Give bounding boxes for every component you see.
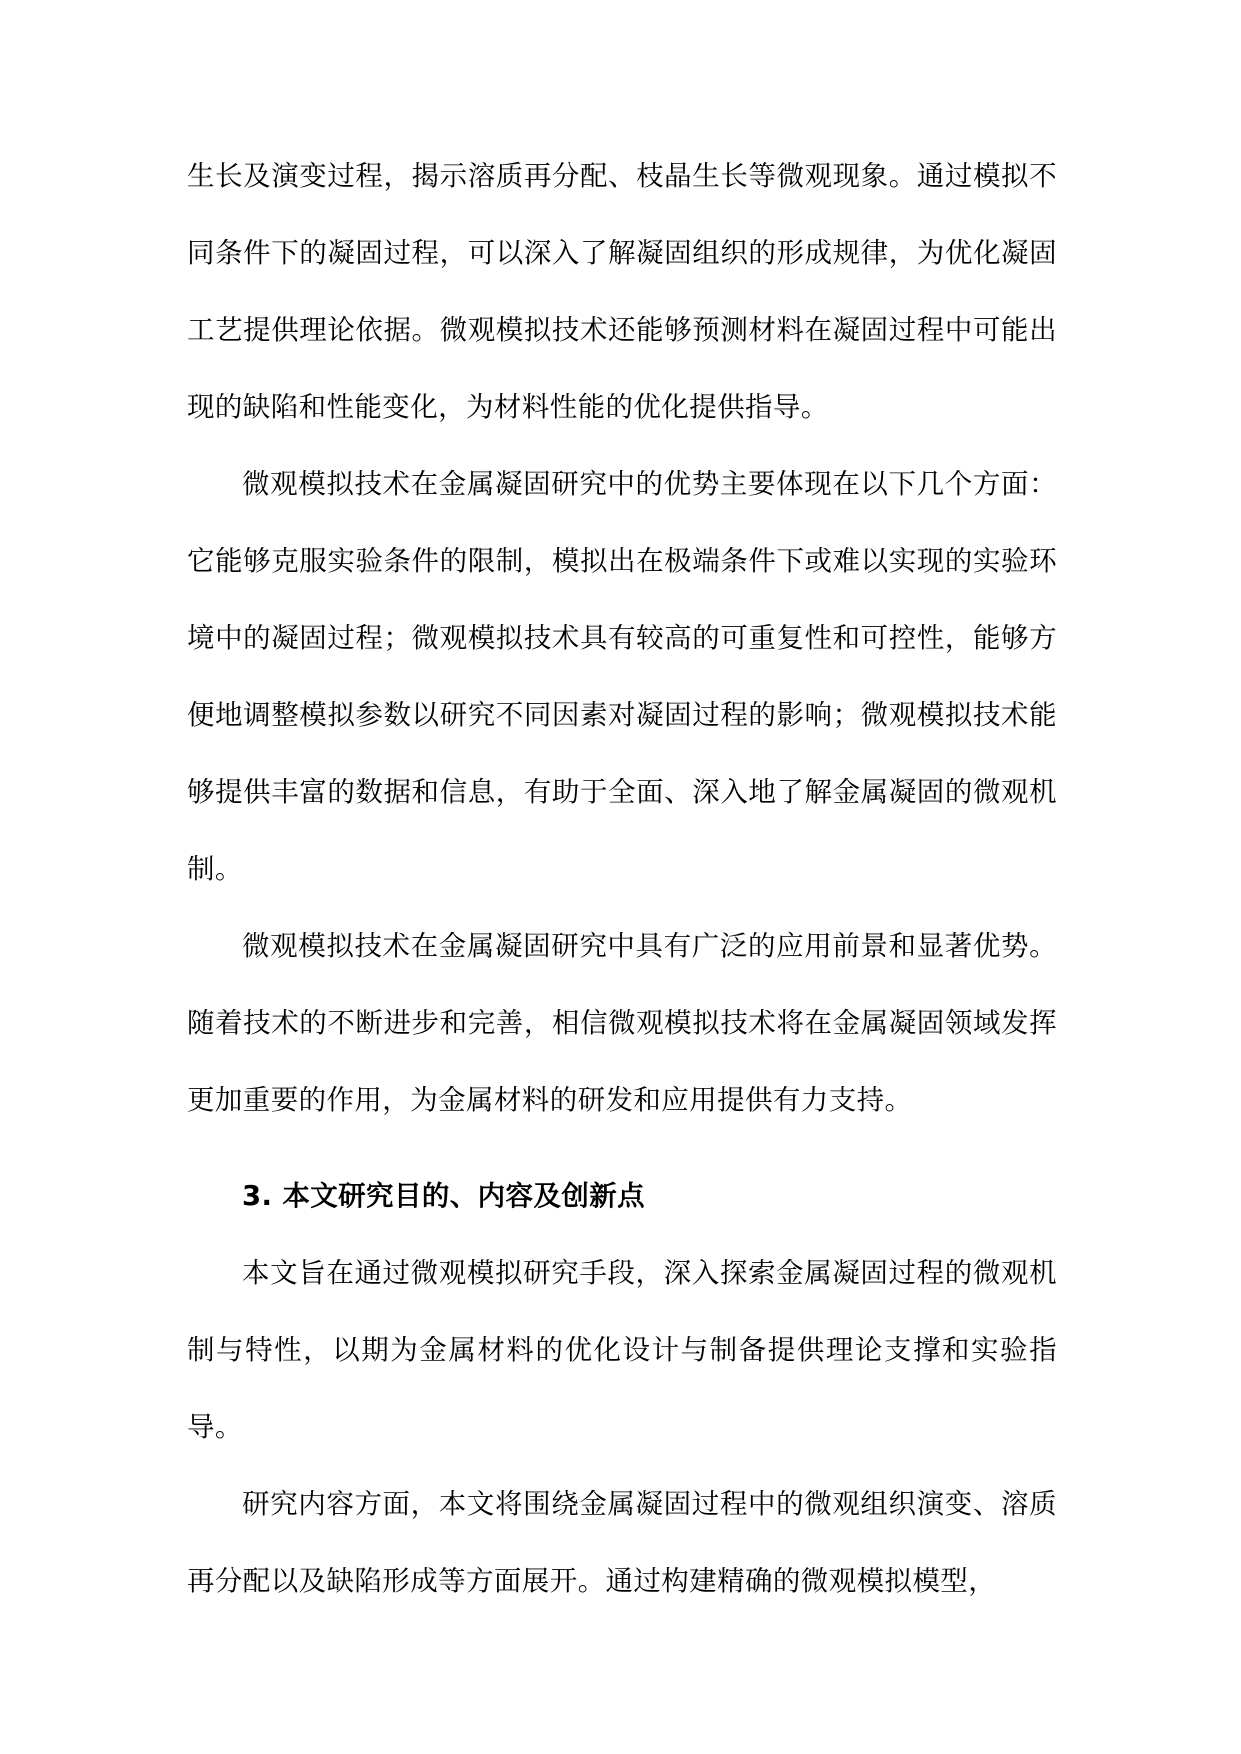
paragraph-application-prospects: 微观模拟技术在金属凝固研究中具有广泛的应用前景和显著优势。随着技术的不断进步和完善，相信微观模拟技术将在金属凝固领域发挥更加重要的作用，为金属材料的研发和应用提供有力支持。	[187, 930, 1057, 1116]
paragraph-simulation-advantages: 微观模拟技术在金属凝固研究中的优势主要体现在以下几个方面：它能够克服实验条件的限制，模拟出在极端条件下或难以实现的实验环境中的凝固过程；微观模拟技术具有较高的可重复性和可控性，能够方便地调整模拟参数以研究不同因素对凝固过程的影响；微观模拟技术能够提供丰富的数据和信息，有助于全面、深入地了解金属凝固的微观机制。	[187, 468, 1057, 885]
document-body	[187, 138, 1057, 1620]
paragraph-research-content: 研究内容方面，本文将围绕金属凝固过程中的微观组织演变、溶质再分配以及缺陷形成等方面展开。通过构建精确的微观模拟模型，	[187, 1488, 1057, 1597]
paragraph-research-purpose: 本文旨在通过微观模拟研究手段，深入探索金属凝固过程的微观机制与特性，以期为金属材料的优化设计与制备提供理论支撑和实验指导。	[187, 1257, 1057, 1443]
paragraph-solidification-simulation: 生长及演变过程，揭示溶质再分配、枝晶生长等微观现象。通过模拟不同条件下的凝固过程，可以深入了解凝固组织的形成规律，为优化凝固工艺提供理论依据。微观模拟技术还能够预测材料在凝固过程中可能出现的缺陷和性能变化，为材料性能的优化提供指导。	[187, 160, 1057, 423]
section-heading: 3. 本文研究目的、内容及创新点	[242, 1180, 646, 1212]
